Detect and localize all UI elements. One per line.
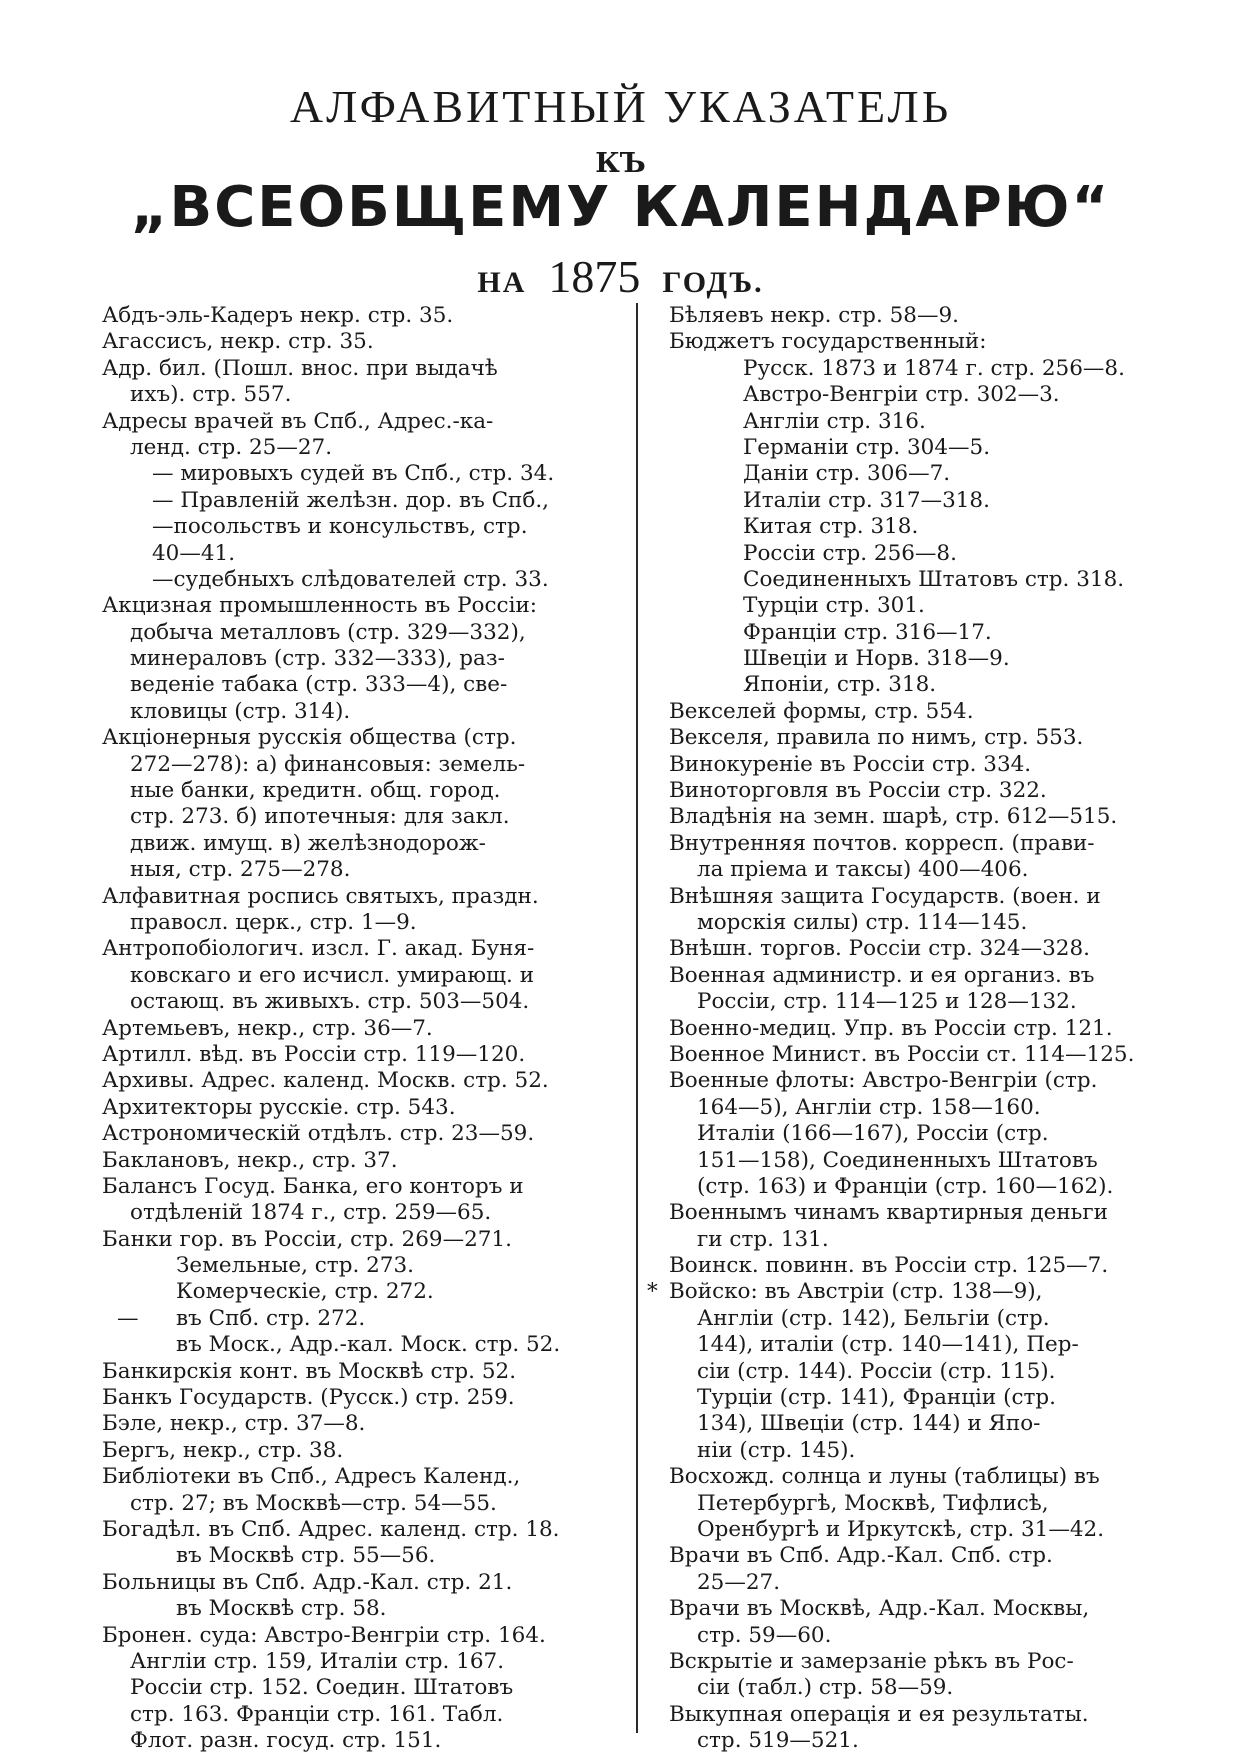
index-entry-line [102,1121,622,1147]
index-entry-line [102,910,622,936]
entry-text: Артилл. вѣд. въ Россіи стр. 119—120. [102,1041,526,1067]
index-entry-line [102,593,622,619]
index-entry-line [669,1728,1189,1754]
entry-text: минераловъ (стр. 332—333), раз- [130,646,505,672]
index-entry-line [669,752,1189,778]
entry-text: Алфавитная роспись святыхъ, праздн. [102,883,539,909]
entry-text: Японіи, стр. 318. [743,672,937,698]
index-entry-line [669,672,1189,698]
entry-text: Баклановъ, некр., стр. 37. [102,1147,398,1173]
entry-text: въ Москвѣ стр. 55—56. [176,1543,436,1569]
index-entry-line [669,910,1189,936]
entry-text: — Правленій желѣзн. дор. въ Спб., [152,487,549,513]
entry-text: Россіи, стр. 114—125 и 128—132. [697,989,1077,1015]
entry-text: Архивы. Адрес. календ. Москв. стр. 52. [102,1068,549,1094]
entry-text: Акціонерныя русскія общества (стр. [102,725,517,751]
entry-text: ленд. стр. 25—27. [130,434,333,460]
index-entry-line [669,804,1189,830]
index-entry-line [102,672,622,698]
index-entry-line [669,382,1189,408]
entry-text: Даніи стр. 306—7. [743,461,951,487]
entry-text: Больницы въ Спб. Адр.-Кал. стр. 21. [102,1569,513,1595]
entry-text: Балансъ Госуд. Банка, его конторъ и [102,1173,524,1199]
index-entry-line [102,1042,622,1068]
entry-text: стр. 27; въ Москвѣ—стр. 54—55. [130,1490,497,1516]
entry-text: 151—158), Соединенныхъ Штатовъ [697,1147,1098,1173]
entry-text: —судебныхъ слѣдователей стр. 33. [152,566,549,592]
index-entry-line [669,963,1189,989]
index-entry-line [669,1385,1189,1411]
index-entry-line [102,1385,622,1411]
column-divider [636,303,638,1733]
entry-text: Военное Минист. въ Россіи ст. 114—125. [669,1041,1135,1067]
entry-text: Флот. разн. госуд. стр. 151. [130,1728,442,1754]
title-preposition: КЪ [595,148,646,179]
index-entry-line [669,1042,1189,1068]
entry-text: Владѣнія на земн. шарѣ, стр. 612—515. [669,804,1118,830]
index-entry-line [669,1649,1189,1675]
entry-text: Векселя, правила по нимъ, стр. 553. [669,725,1084,751]
index-entry-line [102,699,622,725]
entry-text: Войско: въ Австріи (стр. 138—9), [669,1279,1043,1305]
entry-text: сіи (стр. 144). Россіи (стр. 115). [697,1358,1056,1384]
entry-text: Врачи въ Спб. Адр.-Кал. Спб. стр. [669,1543,1053,1569]
entry-text: Вскрытіе и замерзаніе рѣкъ въ Рос- [669,1648,1074,1674]
entry-text: ковскаго и его исчисл. умирающ. и [130,962,535,988]
index-entry-line [669,329,1189,355]
entry-text: Векселей формы, стр. 554. [669,698,974,724]
entry-text: въ Москвѣ стр. 58. [176,1596,387,1622]
entry-text: стр. 519—521. [697,1728,859,1754]
entry-text: стр. 163. Франціи стр. 161. Табл. [130,1701,504,1727]
index-entry-line [102,1200,622,1226]
index-entry-line [102,567,622,593]
entry-text: Италіи стр. 317—318. [743,487,990,513]
index-entry-line [669,936,1189,962]
entry-text: Франціи стр. 316—17. [743,619,992,645]
entry-text: ихъ). стр. 557. [130,382,292,408]
index-entry-line [669,1095,1189,1121]
entry-text: Россіи стр. 256—8. [743,540,957,566]
entry-text: отдѣленій 1874 г., стр. 259—65. [130,1200,492,1226]
entry-text: Комерческіе, стр. 272. [176,1279,434,1305]
index-entry-line [102,884,622,910]
index-entry-line [669,1464,1189,1490]
entry-text: 164—5), Англіи стр. 158—160. [697,1094,1041,1120]
entry-text: Русск. 1873 и 1874 г. стр. 256—8. [743,355,1125,381]
index-entry-line [669,1411,1189,1437]
entry-text: Германіи стр. 304—5. [743,434,991,460]
index-entry-line [669,567,1189,593]
index-column-left [102,303,622,1754]
index-entry-line [102,1675,622,1701]
index-entry-line [102,541,622,567]
index-entry-line [669,1491,1189,1517]
index-entry-line [669,1068,1189,1094]
index-entry-line [102,303,622,329]
entry-text: Артемьевъ, некр., стр. 36—7. [102,1015,433,1041]
index-entry-line [669,1016,1189,1042]
entry-text: 40—41. [152,540,236,566]
entry-text: Турціи (стр. 141), Франціи (стр. [697,1385,1057,1411]
entry-text: ніи (стр. 145). [697,1437,856,1463]
index-entry-line [669,1121,1189,1147]
index-entry-line [669,1359,1189,1385]
index-entry-line [102,804,622,830]
index-entry-line [102,620,622,646]
entry-text: 25—27. [697,1569,781,1595]
index-entry-line [102,857,622,883]
index-entry-line [669,620,1189,646]
index-entry-line [102,329,622,355]
index-entry-line [102,1728,622,1754]
entry-text: ные банки, кредитн. общ. город. [130,778,501,804]
index-entry-line [102,778,622,804]
index-entry-line [669,725,1189,751]
entry-text: Адр. бил. (Пошл. внос. при выдачѣ [102,355,498,381]
index-entry-line [102,461,622,487]
entry-text: Петербургѣ, Москвѣ, Тифлисѣ, [697,1490,1049,1516]
index-entry-line [102,1517,622,1543]
entry-text: Бѣляевъ некр. стр. 58—9. [669,303,959,328]
index-column-right [647,303,1189,1754]
index-entry-line [102,1623,622,1649]
entry-text: веденіе табака (стр. 333—4), све- [130,672,508,698]
index-entry-line [102,989,622,1015]
index-entry-line [102,1543,622,1569]
entry-text: Банкирскія конт. въ Москвѣ стр. 52. [102,1358,517,1384]
index-entry-line [669,593,1189,619]
entry-text: Военнымъ чинамъ квартирныя деньги [669,1200,1108,1226]
index-entry-line [102,435,622,461]
index-entry-line [102,356,622,382]
index-entry-line [669,1253,1189,1279]
index-entry-line [102,1148,622,1174]
index-entry-line [102,1702,622,1728]
calendar-title: „ВСЕОБЩЕМУ КАЛЕНДАРЮ“ [130,175,1111,240]
entry-text: Австро-Венгріи стр. 302—3. [743,382,1060,408]
entry-text: Соединенныхъ Штатовъ стр. 318. [743,566,1125,592]
entry-text: Швеціи и Норв. 318—9. [743,646,1010,672]
entry-text: Бэле, некр., стр. 37—8. [102,1411,366,1437]
entry-text: въ Моск., Адр.-кал. Моск. стр. 52. [176,1332,561,1358]
index-entry-line [669,1675,1189,1701]
entry-text: ныя, стр. 275—278. [130,857,351,883]
index-entry-line [102,725,622,751]
entry-text: въ Спб. стр. 272. [176,1305,366,1331]
entry-text: Агассисъ, некр. стр. 35. [102,329,374,355]
entry-text: Адресы врачей въ Спб., Адрес.-ка- [102,408,494,434]
index-entry-line [669,1517,1189,1543]
entry-text: ла пріема и таксы) 400—406. [697,857,1029,883]
index-entry-line [669,1332,1189,1358]
index-entry-line [102,1411,622,1437]
index-title: АЛФАВИТНЫЙ УКАЗАТЕЛЬ [289,81,952,132]
index-entry-line [102,409,622,435]
index-entry-line [669,1570,1189,1596]
index-entry-line [669,303,1189,329]
index-entry-line [669,1306,1189,1332]
index-entry-line [102,1068,622,1094]
index-entry-line [669,1543,1189,1569]
index-entry-line [669,884,1189,910]
entry-text: Бергъ, некр., стр. 38. [102,1437,344,1463]
entry-text: Военно-медиц. Упр. въ Россіи стр. 121. [669,1015,1113,1041]
entry-text: добыча металловъ (стр. 329—332), [130,619,526,645]
index-entry-line [102,488,622,514]
entry-text: Банки гор. въ Россіи, стр. 269—271. [102,1226,512,1252]
entry-text: Бюджетъ государственный: [669,329,987,355]
entry-text: Оренбургѣ и Иркутскѣ, стр. 31—42. [697,1516,1105,1542]
entry-text: морскія силы) стр. 114—145. [697,909,1028,935]
entry-text: Воинск. повинн. въ Россіи стр. 125—7. [669,1253,1109,1279]
index-entry-line [669,989,1189,1015]
index-entry-line [669,488,1189,514]
index-entry-line [669,435,1189,461]
entry-text: Богадѣл. въ Спб. Адрес. календ. стр. 18. [102,1516,560,1542]
entry-text: стр. 59—60. [697,1622,832,1648]
entry-dash: — [117,1305,139,1331]
index-entry-line [102,1570,622,1596]
index-entry-line [669,1148,1189,1174]
entry-text: Англіи стр. 316. [743,408,926,434]
entry-text: Винокуреніе въ Россіи стр. 334. [669,751,1032,777]
entry-text: Восхожд. солнца и луны (таблицы) въ [669,1464,1100,1490]
index-entry-line [102,1095,622,1121]
index-entry-line [102,1279,622,1305]
entry-text: Турціи стр. 301. [743,593,925,619]
year-line [0,250,1241,303]
index-entry-line [102,646,622,672]
entry-text: правосл. церк., стр. 1—9. [130,909,417,935]
year-number: 1875 [548,251,641,302]
entry-text: Китая стр. 318. [743,514,919,540]
index-entry-line [102,1016,622,1042]
entry-text: остающ. въ живыхъ. стр. 503—504. [130,989,530,1015]
entry-text: Внѣшн. торгов. Россіи стр. 324—328. [669,936,1090,962]
entry-text: Англіи (стр. 142), Бельгіи (стр. [697,1305,1050,1331]
entry-text: Земельные, стр. 273. [176,1253,415,1279]
entry-text: Библіотеки въ Спб., Адресъ Календ., [102,1464,521,1490]
index-entry-line [102,1253,622,1279]
index-entry-line [669,699,1189,725]
index-entry-line [669,409,1189,435]
index-entry-line [102,1491,622,1517]
index-entry-line [669,646,1189,672]
index-entry-line [669,857,1189,883]
entry-text: Абдъ-эль-Кадеръ некр. стр. 35. [102,303,454,328]
index-entry-line [102,1649,622,1675]
index-entry-line [669,1227,1189,1253]
entry-text: Астрономическій отдѣлъ. стр. 23—59. [102,1121,535,1147]
entry-text: Военная администр. и ея организ. въ [669,962,1095,988]
index-entry-line [102,963,622,989]
index-entry-line [669,1438,1189,1464]
index-entry-line [102,1359,622,1385]
entry-text: Внѣшняя защита Государств. (воен. и [669,883,1101,909]
index-entry-line [102,831,622,857]
entry-text: движ. имущ. в) желѣзнодорож- [130,830,486,856]
index-entry-line [669,778,1189,804]
index-entry-line [102,1306,622,1332]
index-entry-line [102,1438,622,1464]
index-entry-line [669,1174,1189,1200]
entry-text: Выкупная операція и ея результаты. [669,1701,1089,1727]
entry-text: Военные флоты: Австро-Венгріи (стр. [669,1068,1098,1094]
index-entry-line [102,1174,622,1200]
index-entry-line [102,1596,622,1622]
index-entry-line [102,1464,622,1490]
index-entry-line [669,1623,1189,1649]
index-entry-line [669,541,1189,567]
index-entry-line [669,1702,1189,1728]
index-entry-line [669,1200,1189,1226]
entry-text: 144), италіи (стр. 140—141), Пер- [697,1332,1079,1358]
index-entry-line [669,356,1189,382]
entry-text: Англіи стр. 159, Италіи стр. 167. [130,1648,505,1674]
entry-text: Акцизная промышленность въ Россіи: [102,593,538,619]
index-entry-line [669,461,1189,487]
index-entry-line [669,514,1189,540]
entry-text: Банкъ Государств. (Русск.) стр. 259. [102,1385,515,1411]
entry-text: Виноторговля въ Россіи стр. 322. [669,778,1047,804]
index-entry-line [102,936,622,962]
entry-text: Италіи (166—167), Россіи (стр. [697,1121,1049,1147]
year-suffix: ГОДЪ. [662,266,764,299]
index-entry-line [102,382,622,408]
entry-mark: * [647,1279,658,1305]
entry-text: Бронен. суда: Австро-Венгріи стр. 164. [102,1622,546,1648]
entry-text: Внутренняя почтов. корресп. (прави- [669,830,1095,856]
entry-text: —посольствъ и консульствъ, стр. [152,514,528,540]
index-entry-line [647,1279,1189,1305]
entry-text: стр. 273. б) ипотечныя: для закл. [130,804,510,830]
entry-text: Архитекторы русскіе. стр. 543. [102,1094,456,1120]
entry-text: (стр. 163) и Франціи (стр. 160—162). [697,1173,1114,1199]
entry-text: ги стр. 131. [697,1226,829,1252]
entry-text: 272—278): а) финансовыя: земель- [130,751,526,777]
entry-text: сіи (табл.) стр. 58—59. [697,1675,954,1701]
index-entry-line [102,1332,622,1358]
entry-text: Врачи въ Москвѣ, Адр.-Кал. Москвы, [669,1596,1090,1622]
index-entry-line [102,752,622,778]
entry-text: — мировыхъ судей въ Спб., стр. 34. [152,461,555,487]
index-entry-line [669,831,1189,857]
index-entry-line [102,514,622,540]
entry-text: кловицы (стр. 314). [130,698,351,724]
index-entry-line [102,1227,622,1253]
year-prefix: НА [477,266,527,299]
entry-text: Россіи стр. 152. Соедин. Штатовъ [130,1675,514,1701]
index-entry-line [669,1596,1189,1622]
entry-text: 134), Швеціи (стр. 144) и Япо- [697,1411,1041,1437]
entry-text: Антропобіологич. изсл. Г. акад. Буня- [102,936,535,962]
